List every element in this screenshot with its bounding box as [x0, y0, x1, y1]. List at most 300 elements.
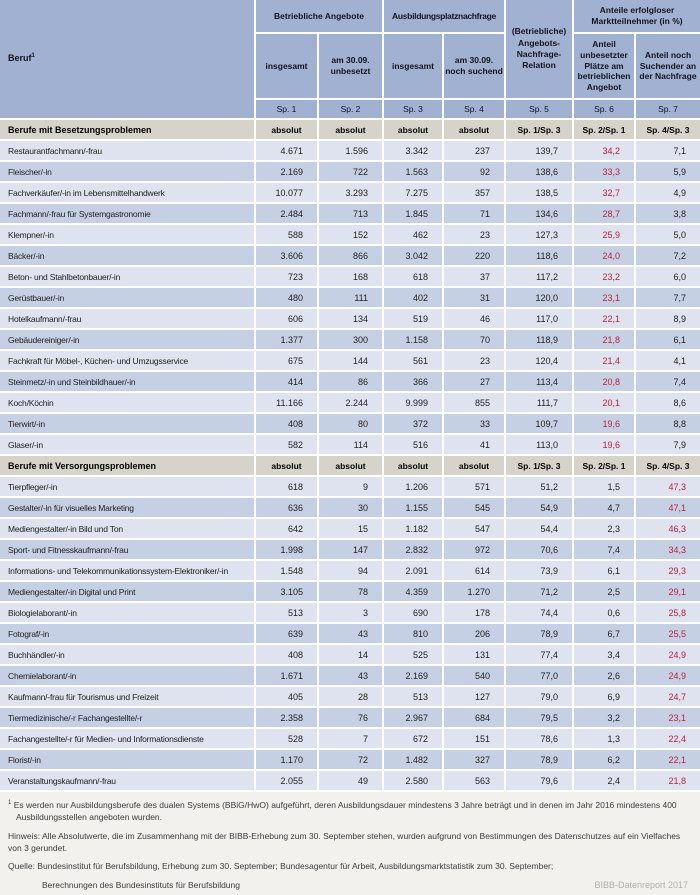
- value-cell-sp7: 7,1: [635, 140, 700, 161]
- value-cell-sp6: 19,6: [573, 413, 635, 434]
- value-cell-sp6: 20,8: [573, 371, 635, 392]
- value-cell-sp3: 1.482: [383, 749, 443, 770]
- beruf-cell: Florist/-in: [0, 749, 255, 770]
- value-cell-sp4: 540: [443, 665, 505, 686]
- table-row: [0, 539, 700, 560]
- footnote-1-text: Es werden nur Ausbildungsberufe des dualen Systems (BBiG/HwO) aufgeführt, deren Ausbildungsdauer mindestens 3 Jahre beträgt und in denen im Jahr 2016 mindestens 400 Ausbildungsstellen angeboten wurden.: [13, 800, 677, 823]
- value-cell-sp2: 15: [318, 518, 383, 539]
- value-cell-sp6: 7,4: [573, 539, 635, 560]
- value-cell-sp6: 22,1: [573, 308, 635, 329]
- value-cell-sp2: 86: [318, 371, 383, 392]
- value-cell-sp1: 1.998: [255, 539, 318, 560]
- column-header-anteil-noch-suchender: Anteil noch Suchender an der Nachfrage: [635, 33, 700, 99]
- column-header-angebots-nachfrage-relation: (Betriebliche) Angebots-Nachfrage-Relation: [505, 0, 573, 99]
- table-row: [0, 560, 700, 581]
- value-cell-sp6: 4,7: [573, 497, 635, 518]
- table-row: [0, 224, 700, 245]
- value-cell-sp3: 672: [383, 728, 443, 749]
- value-cell-sp1: 1.548: [255, 560, 318, 581]
- column-header-noch-suchend: am 30.09. noch suchend: [443, 33, 505, 99]
- value-cell-sp1: 639: [255, 623, 318, 644]
- quelle-line1: Quelle: Bundesinstitut für Berufsbildung, Erhebung zum 30. September; Bundesagentur für Arbeit, Ausbildungsmarktstatistik zum 30. September;: [8, 861, 554, 872]
- value-cell-sp1: 4.671: [255, 140, 318, 161]
- value-cell-sp1: 3.606: [255, 245, 318, 266]
- value-cell-sp5: 120,4: [505, 350, 573, 371]
- value-cell-sp7: 25,8: [635, 602, 700, 623]
- value-cell-sp5: 79,6: [505, 770, 573, 791]
- value-cell-sp1: 408: [255, 413, 318, 434]
- beruf-cell: Bäcker/-in: [0, 245, 255, 266]
- table-row: [0, 518, 700, 539]
- value-cell-sp1: 2.484: [255, 203, 318, 224]
- value-cell-sp2: 168: [318, 266, 383, 287]
- value-cell-sp3: 1.206: [383, 476, 443, 497]
- value-cell-sp4: 178: [443, 602, 505, 623]
- beruf-cell: Tierpfleger/-in: [0, 476, 255, 497]
- beruf-cell: Beton- und Stahlbetonbauer/-in: [0, 266, 255, 287]
- value-cell-sp5: 79,0: [505, 686, 573, 707]
- beruf-cell: Steinmetz/-in und Steinbildhauer/-in: [0, 371, 255, 392]
- value-cell-sp5: 79,5: [505, 707, 573, 728]
- value-cell-sp3: 618: [383, 266, 443, 287]
- value-cell-sp1: 3.105: [255, 581, 318, 602]
- section-title: Berufe mit Besetzungsproblemen: [0, 119, 255, 140]
- beruf-cell: Mediengestalter/-in Digital und Print: [0, 581, 255, 602]
- unit-label: absolut: [318, 119, 383, 140]
- value-cell-sp2: 713: [318, 203, 383, 224]
- column-group-betriebliche-angebote: Betriebliche Angebote: [255, 0, 383, 33]
- value-cell-sp5: 70,6: [505, 539, 573, 560]
- beruf-cell: Tiermedizinische/-r Fachangestellte/-r: [0, 707, 255, 728]
- value-cell-sp5: 118,9: [505, 329, 573, 350]
- unit-label: absolut: [443, 119, 505, 140]
- unit-label: absolut: [255, 119, 318, 140]
- value-cell-sp2: 43: [318, 623, 383, 644]
- value-cell-sp6: 2,3: [573, 518, 635, 539]
- unit-label: absolut: [255, 455, 318, 476]
- value-cell-sp5: 127,3: [505, 224, 573, 245]
- value-cell-sp7: 4,9: [635, 182, 700, 203]
- value-cell-sp1: 618: [255, 476, 318, 497]
- value-cell-sp6: 0,6: [573, 602, 635, 623]
- value-cell-sp4: 27: [443, 371, 505, 392]
- unit-label: Sp. 2/Sp. 1: [573, 119, 635, 140]
- value-cell-sp7: 22,1: [635, 749, 700, 770]
- value-cell-sp3: 810: [383, 623, 443, 644]
- table-row: [0, 476, 700, 497]
- table-row: [0, 434, 700, 455]
- value-cell-sp3: 366: [383, 371, 443, 392]
- value-cell-sp4: 23: [443, 224, 505, 245]
- value-cell-sp3: 561: [383, 350, 443, 371]
- unit-label: absolut: [383, 119, 443, 140]
- value-cell-sp4: 46: [443, 308, 505, 329]
- column-group-anteile-erfolgloser-marktteilnehmer: Anteile erfolgloser Marktteilnehmer (in %): [573, 0, 700, 33]
- beruf-cell: Chemielaborant/-in: [0, 665, 255, 686]
- table-row: [0, 707, 700, 728]
- table-row: [0, 413, 700, 434]
- column-header-unbesetzt: am 30.09. unbesetzt: [318, 33, 383, 99]
- sp-label-6: Sp. 6: [573, 99, 635, 119]
- value-cell-sp2: 114: [318, 434, 383, 455]
- value-cell-sp5: 113,4: [505, 371, 573, 392]
- value-cell-sp6: 19,6: [573, 434, 635, 455]
- value-cell-sp2: 3.293: [318, 182, 383, 203]
- footnote-1-marker: 1: [8, 800, 12, 807]
- table-row: [0, 203, 700, 224]
- value-cell-sp1: 528: [255, 728, 318, 749]
- beruf-cell: Buchhändler/-in: [0, 644, 255, 665]
- column-header-insgesamt-angebote: insgesamt: [255, 33, 318, 99]
- value-cell-sp1: 723: [255, 266, 318, 287]
- value-cell-sp3: 1.182: [383, 518, 443, 539]
- value-cell-sp4: 92: [443, 161, 505, 182]
- unit-label: Sp. 4/Sp. 3: [635, 455, 700, 476]
- value-cell-sp3: 516: [383, 434, 443, 455]
- value-cell-sp3: 1.158: [383, 329, 443, 350]
- value-cell-sp6: 20,1: [573, 392, 635, 413]
- value-cell-sp7: 8,6: [635, 392, 700, 413]
- value-cell-sp2: 14: [318, 644, 383, 665]
- table-row: [0, 581, 700, 602]
- table-row: [0, 749, 700, 770]
- value-cell-sp1: 1.377: [255, 329, 318, 350]
- value-cell-sp6: 28,7: [573, 203, 635, 224]
- value-cell-sp2: 134: [318, 308, 383, 329]
- value-cell-sp4: 237: [443, 140, 505, 161]
- unit-label: Sp. 4/Sp. 3: [635, 119, 700, 140]
- unit-label: Sp. 1/Sp. 3: [505, 455, 573, 476]
- beruf-cell: Gestalter/-in für visuelles Marketing: [0, 497, 255, 518]
- value-cell-sp4: 206: [443, 623, 505, 644]
- value-cell-sp6: 2,5: [573, 581, 635, 602]
- table-row: [0, 665, 700, 686]
- value-cell-sp6: 25,9: [573, 224, 635, 245]
- value-cell-sp7: 24,9: [635, 644, 700, 665]
- value-cell-sp3: 1.155: [383, 497, 443, 518]
- value-cell-sp5: 77,0: [505, 665, 573, 686]
- value-cell-sp7: 29,1: [635, 581, 700, 602]
- value-cell-sp5: 138,6: [505, 161, 573, 182]
- value-cell-sp2: 43: [318, 665, 383, 686]
- value-cell-sp2: 80: [318, 413, 383, 434]
- table-row: [0, 623, 700, 644]
- value-cell-sp3: 3.342: [383, 140, 443, 161]
- beruf-cell: Fotograf/-in: [0, 623, 255, 644]
- value-cell-sp1: 11.166: [255, 392, 318, 413]
- beruf-cell: Koch/Köchin: [0, 392, 255, 413]
- value-cell-sp1: 10.077: [255, 182, 318, 203]
- value-cell-sp2: 144: [318, 350, 383, 371]
- value-cell-sp7: 4,1: [635, 350, 700, 371]
- value-cell-sp3: 513: [383, 686, 443, 707]
- value-cell-sp1: 480: [255, 287, 318, 308]
- value-cell-sp7: 24,7: [635, 686, 700, 707]
- table-header: [0, 0, 700, 119]
- value-cell-sp6: 23,1: [573, 287, 635, 308]
- value-cell-sp5: 109,7: [505, 413, 573, 434]
- beruf-cell: Tierwirt/-in: [0, 413, 255, 434]
- beruf-cell: Informations- und Telekommunikationssystem-Elektroniker/-in: [0, 560, 255, 581]
- table-row: [0, 602, 700, 623]
- value-cell-sp3: 9.999: [383, 392, 443, 413]
- value-cell-sp2: 94: [318, 560, 383, 581]
- value-cell-sp7: 24,9: [635, 665, 700, 686]
- table-row: [0, 392, 700, 413]
- value-cell-sp4: 855: [443, 392, 505, 413]
- value-cell-sp4: 545: [443, 497, 505, 518]
- value-cell-sp2: 3: [318, 602, 383, 623]
- value-cell-sp1: 408: [255, 644, 318, 665]
- value-cell-sp6: 3,4: [573, 644, 635, 665]
- value-cell-sp5: 111,7: [505, 392, 573, 413]
- sp-label-5: Sp. 5: [505, 99, 573, 119]
- sp-label-3: Sp. 3: [383, 99, 443, 119]
- value-cell-sp7: 47,3: [635, 476, 700, 497]
- value-cell-sp3: 519: [383, 308, 443, 329]
- value-cell-sp6: 1,5: [573, 476, 635, 497]
- column-header-anteil-unbesetzte-plaetze: Anteil unbesetzter Plätze am betrieblichen Angebot: [573, 33, 635, 99]
- beruf-cell: Restaurantfachmann/-frau: [0, 140, 255, 161]
- value-cell-sp4: 37: [443, 266, 505, 287]
- value-cell-sp4: 357: [443, 182, 505, 203]
- value-cell-sp3: 462: [383, 224, 443, 245]
- value-cell-sp5: 74,4: [505, 602, 573, 623]
- value-cell-sp2: 72: [318, 749, 383, 770]
- value-cell-sp3: 7.275: [383, 182, 443, 203]
- value-cell-sp7: 46,3: [635, 518, 700, 539]
- value-cell-sp3: 1.845: [383, 203, 443, 224]
- beruf-cell: Fachkraft für Möbel-, Küchen- und Umzugsservice: [0, 350, 255, 371]
- value-cell-sp6: 33,3: [573, 161, 635, 182]
- value-cell-sp2: 300: [318, 329, 383, 350]
- value-cell-sp2: 1.596: [318, 140, 383, 161]
- table-row: [0, 287, 700, 308]
- value-cell-sp6: 6,9: [573, 686, 635, 707]
- beruf-label: Beruf: [8, 53, 32, 64]
- value-cell-sp3: 4.359: [383, 581, 443, 602]
- section-title: Berufe mit Versorgungsproblemen: [0, 455, 255, 476]
- value-cell-sp6: 6,2: [573, 749, 635, 770]
- sp-label-1: Sp. 1: [255, 99, 318, 119]
- column-header-beruf: [0, 0, 255, 119]
- unit-label: Sp. 2/Sp. 1: [573, 455, 635, 476]
- value-cell-sp3: 3.042: [383, 245, 443, 266]
- value-cell-sp3: 372: [383, 413, 443, 434]
- value-cell-sp5: 134,6: [505, 203, 573, 224]
- value-cell-sp4: 71: [443, 203, 505, 224]
- hinweis-note: Hinweis: Alle Absolutwerte, die im Zusammenhang mit der BIBB-Erhebung zum 30. September stehen, wurden aufgrund von Bestimmungen des Datenschutzes auf ein Vielfaches von 3 gerundet.: [8, 830, 681, 853]
- value-cell-sp2: 2.244: [318, 392, 383, 413]
- value-cell-sp1: 675: [255, 350, 318, 371]
- value-cell-sp7: 3,8: [635, 203, 700, 224]
- value-cell-sp7: 29,3: [635, 560, 700, 581]
- value-cell-sp7: 34,3: [635, 539, 700, 560]
- sp-label-7: Sp. 7: [635, 99, 700, 119]
- value-cell-sp4: 220: [443, 245, 505, 266]
- value-cell-sp7: 6,0: [635, 266, 700, 287]
- table-row: [0, 140, 700, 161]
- footnotes: [0, 792, 700, 892]
- value-cell-sp3: 2.580: [383, 770, 443, 791]
- value-cell-sp6: 21,4: [573, 350, 635, 371]
- value-cell-sp2: 28: [318, 686, 383, 707]
- value-cell-sp4: 127: [443, 686, 505, 707]
- value-cell-sp1: 582: [255, 434, 318, 455]
- value-cell-sp7: 7,7: [635, 287, 700, 308]
- table-body: [0, 119, 700, 791]
- value-cell-sp4: 151: [443, 728, 505, 749]
- table-row: [0, 161, 700, 182]
- value-cell-sp4: 327: [443, 749, 505, 770]
- table-row: [0, 266, 700, 287]
- value-cell-sp5: 113,0: [505, 434, 573, 455]
- beruf-cell: Fleischer/-in: [0, 161, 255, 182]
- value-cell-sp4: 1.270: [443, 581, 505, 602]
- value-cell-sp4: 31: [443, 287, 505, 308]
- value-cell-sp5: 54,4: [505, 518, 573, 539]
- value-cell-sp1: 2.358: [255, 707, 318, 728]
- value-cell-sp5: 78,6: [505, 728, 573, 749]
- beruf-footnote-marker: 1: [31, 53, 35, 60]
- quelle-line2-row: [8, 879, 690, 892]
- beruf-cell: Glaser/-in: [0, 434, 255, 455]
- beruf-cell: Fachangestellte/-r für Medien- und Informationsdienste: [0, 728, 255, 749]
- beruf-cell: Sport- und Fitnesskaufmann/-frau: [0, 539, 255, 560]
- value-cell-sp7: 7,4: [635, 371, 700, 392]
- section-header-row: [0, 119, 700, 140]
- value-cell-sp3: 525: [383, 644, 443, 665]
- table-row: [0, 245, 700, 266]
- value-cell-sp6: 2,6: [573, 665, 635, 686]
- table-row: [0, 350, 700, 371]
- value-cell-sp2: 722: [318, 161, 383, 182]
- value-cell-sp2: 9: [318, 476, 383, 497]
- value-cell-sp2: 111: [318, 287, 383, 308]
- value-cell-sp5: 54,9: [505, 497, 573, 518]
- value-cell-sp6: 6,1: [573, 560, 635, 581]
- value-cell-sp5: 73,9: [505, 560, 573, 581]
- value-cell-sp3: 402: [383, 287, 443, 308]
- value-cell-sp7: 7,2: [635, 245, 700, 266]
- unit-label: Sp. 1/Sp. 3: [505, 119, 573, 140]
- value-cell-sp6: 1,3: [573, 728, 635, 749]
- value-cell-sp7: 25,5: [635, 623, 700, 644]
- table-row: [0, 329, 700, 350]
- beruf-cell: Veranstaltungskaufmann/-frau: [0, 770, 255, 791]
- value-cell-sp5: 78,9: [505, 623, 573, 644]
- value-cell-sp5: 117,0: [505, 308, 573, 329]
- value-cell-sp7: 8,8: [635, 413, 700, 434]
- value-cell-sp6: 24,0: [573, 245, 635, 266]
- value-cell-sp1: 642: [255, 518, 318, 539]
- table-row: [0, 371, 700, 392]
- value-cell-sp6: 32,7: [573, 182, 635, 203]
- value-cell-sp2: 152: [318, 224, 383, 245]
- table-row: [0, 308, 700, 329]
- value-cell-sp2: 78: [318, 581, 383, 602]
- value-cell-sp5: 138,5: [505, 182, 573, 203]
- value-cell-sp4: 684: [443, 707, 505, 728]
- value-cell-sp5: 78,9: [505, 749, 573, 770]
- beruf-cell: Kaufmann/-frau für Tourismus und Freizeit: [0, 686, 255, 707]
- value-cell-sp3: 690: [383, 602, 443, 623]
- value-cell-sp2: 30: [318, 497, 383, 518]
- value-cell-sp7: 5,9: [635, 161, 700, 182]
- value-cell-sp1: 1.671: [255, 665, 318, 686]
- value-cell-sp4: 70: [443, 329, 505, 350]
- table-row: [0, 770, 700, 791]
- value-cell-sp7: 5,0: [635, 224, 700, 245]
- value-cell-sp5: 120,0: [505, 287, 573, 308]
- header-group-row: [0, 0, 700, 33]
- value-cell-sp3: 2.832: [383, 539, 443, 560]
- value-cell-sp6: 23,2: [573, 266, 635, 287]
- value-cell-sp2: 49: [318, 770, 383, 791]
- value-cell-sp4: 972: [443, 539, 505, 560]
- value-cell-sp7: 21,8: [635, 770, 700, 791]
- value-cell-sp5: 71,2: [505, 581, 573, 602]
- table-row: [0, 728, 700, 749]
- value-cell-sp1: 405: [255, 686, 318, 707]
- unit-label: absolut: [318, 455, 383, 476]
- beruf-cell: Klempner/-in: [0, 224, 255, 245]
- section-header-row: [0, 455, 700, 476]
- value-cell-sp2: 76: [318, 707, 383, 728]
- value-cell-sp1: 1.170: [255, 749, 318, 770]
- value-cell-sp1: 2.169: [255, 161, 318, 182]
- value-cell-sp7: 47,1: [635, 497, 700, 518]
- value-cell-sp1: 414: [255, 371, 318, 392]
- beruf-cell: Fachmann/-frau für Systemgastronomie: [0, 203, 255, 224]
- beruf-cell: Gebäudereiniger/-in: [0, 329, 255, 350]
- sp-label-2: Sp. 2: [318, 99, 383, 119]
- value-cell-sp6: 34,2: [573, 140, 635, 161]
- value-cell-sp7: 6,1: [635, 329, 700, 350]
- value-cell-sp4: 33: [443, 413, 505, 434]
- value-cell-sp5: 117,2: [505, 266, 573, 287]
- beruf-cell: Hotelkaufmann/-frau: [0, 308, 255, 329]
- beruf-cell: Gerüstbauer/-in: [0, 287, 255, 308]
- value-cell-sp4: 614: [443, 560, 505, 581]
- table-row: [0, 182, 700, 203]
- value-cell-sp4: 23: [443, 350, 505, 371]
- unit-label: absolut: [443, 455, 505, 476]
- value-cell-sp1: 606: [255, 308, 318, 329]
- value-cell-sp5: 118,6: [505, 245, 573, 266]
- footnote-1: [8, 799, 690, 824]
- value-cell-sp2: 147: [318, 539, 383, 560]
- value-cell-sp3: 2.091: [383, 560, 443, 581]
- value-cell-sp7: 23,1: [635, 707, 700, 728]
- value-cell-sp5: 139,7: [505, 140, 573, 161]
- column-header-insgesamt-nachfrage: insgesamt: [383, 33, 443, 99]
- value-cell-sp4: 571: [443, 476, 505, 497]
- value-cell-sp5: 77,4: [505, 644, 573, 665]
- value-cell-sp1: 636: [255, 497, 318, 518]
- value-cell-sp1: 513: [255, 602, 318, 623]
- table-row: [0, 644, 700, 665]
- table-row: [0, 686, 700, 707]
- value-cell-sp1: 588: [255, 224, 318, 245]
- value-cell-sp2: 866: [318, 245, 383, 266]
- value-cell-sp1: 2.055: [255, 770, 318, 791]
- value-cell-sp5: 51,2: [505, 476, 573, 497]
- value-cell-sp4: 563: [443, 770, 505, 791]
- value-cell-sp3: 1.563: [383, 161, 443, 182]
- value-cell-sp6: 6,7: [573, 623, 635, 644]
- unit-label: absolut: [383, 455, 443, 476]
